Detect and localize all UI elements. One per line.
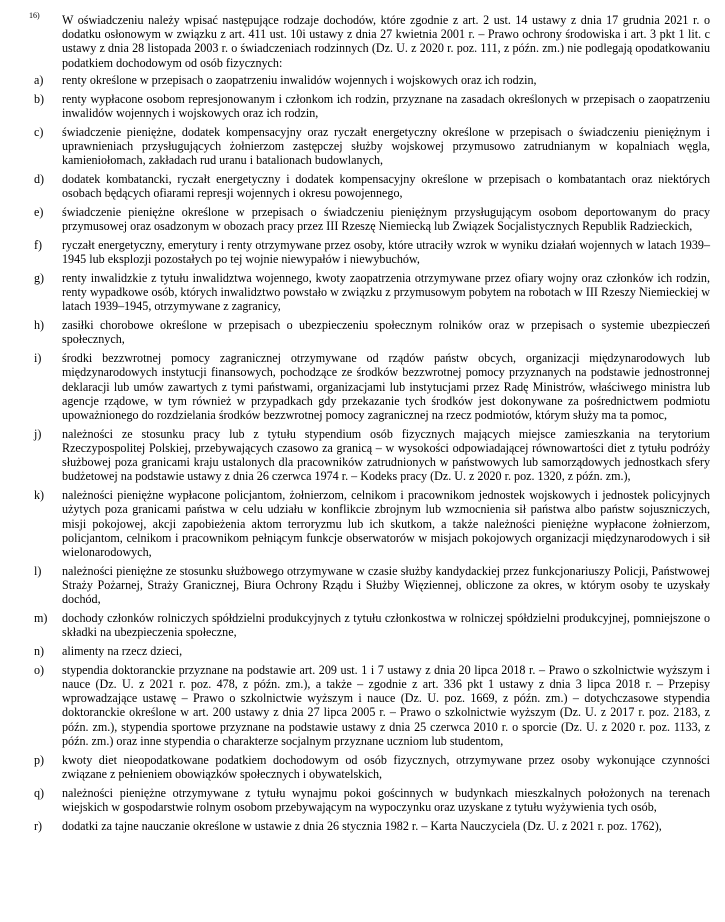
list-item-text: ryczałt energetyczny, emerytury i renty otrzymywane przez osoby, które utraciły wzrok w wyniku działań wojennych w latach 1939–1945 lub eksplozji pozostałych po tej wojnie niewypałów i niewybuchów, (62, 238, 710, 267)
list-item-text: środki bezzwrotnej pomocy zagranicznej otrzymywane od rządów państw obcych, organizacji międzynarodowych lub międzynarodowych instytucji finansowych, pochodzące ze środków bezzwrotnej pomocy przyznanych na podstawie jednostronnej deklaracji lub umów zawartych z tymi państwami, organizacjami lub instytucjami przez Radę Ministrów, właściwego ministra lub agencje rządowe, w tym również w przypadkach gdy przekazanie tych środków jest dokonywane za pośrednictwem podmiotu upoważnionego do rozdzielania środków bezzwrotnej pomocy zagranicznej na rzecz podmiotów, którym służy ma ta pomoc, (62, 351, 710, 423)
list-item-text: renty inwalidzkie z tytułu inwalidztwa wojennego, kwoty zaopatrzenia otrzymywane przez ofiary wojny oraz członków ich rodzin, renty wypadkowe osób, których inwalidztwo powstało w związku z przymusowym pobytem na robotach w III Rzeszy Niemieckiej w latach 1939–1945, otrzymywane z zagranicy, (62, 271, 710, 314)
list-item (0, 786, 725, 814)
footnote-marker: 16) (29, 11, 40, 20)
list-item-letter: l) (34, 563, 42, 578)
list-item-text: renty wypłacone osobom represjonowanym i członkom ich rodzin, przyznane na zasadach określonych w przepisach o zaopatrzeniu inwalidów wojennych i wojskowych oraz ich rodzin, (62, 91, 710, 120)
list-item (0, 819, 725, 833)
list-item-letter: r) (34, 818, 43, 833)
list-item-text: należności pieniężne ze stosunku służbowego otrzymywane w czasie służby kandydackiej przez funkcjonariuszy Policji, Państwowej Straży Pożarnej, Straży Granicznej, Biura Ochrony Rządu i Służby Więziennej, obliczone za okres, w którym osoby te uzyskały dochód, (62, 563, 710, 607)
list-item-text: kwoty diet nieopodatkowane podatkiem dochodowym od osób fizycznych, otrzymywane przez osoby wykonujące czynności związane z pełnieniem obowiązków społecznych i obywatelskich, (62, 752, 710, 781)
list-item (0, 753, 725, 781)
list-item (0, 125, 725, 168)
list-item-text: zasiłki chorobowe określone w przepisach o ubezpieczeniu społecznym rolników oraz w przepisach o systemie ubezpieczeń społecznych, (62, 318, 710, 347)
list-item-letter: o) (34, 662, 45, 677)
list-item (0, 611, 725, 639)
list-item-text: stypendia doktoranckie przyznane na podstawie art. 209 ust. 1 i 7 ustawy z dnia 20 lipca 2018 r. – Prawo o szkolnictwie wyższym i nauce (Dz. U. z 2021 r. poz. 478, z późn. zm.), a także – zgodnie z art. 336 pkt 1 ustawy z dnia 3 lipca 2018 r. – Przepisy wprowadzające ustawę – Prawo o szkolnictwie wyższym i nauce (Dz. U. poz. 1669, z późn. zm.) – dotychczasowe stypendia doktoranckie określone w art. 200 ustawy z dnia 27 lipca 2005 r. – Prawo o szkolnictwie wyższym (Dz. U. z 2017 r. poz. 2183, z późn. zm.), stypendia sportowe przyznane na podstawie ustawy z dnia 25 czerwca 2010 r. o sporcie (Dz. U. z 2020 r. poz. 1133, z późn. zm.) oraz inne stypendia o charakterze socjalnym przyznane uczniom lub studentom, (62, 662, 710, 748)
list-item (0, 73, 725, 87)
list-item (0, 238, 725, 266)
list-item (0, 318, 725, 346)
list-item-letter: a) (34, 73, 44, 87)
list-item-letter: f) (34, 238, 43, 252)
list-item (0, 488, 725, 559)
list-item-text: dodatki za tajne nauczanie określone w ustawie z dnia 26 stycznia 1982 r. – Karta Nauczyciela (Dz. U. z 2021 r. poz. 1762), (62, 818, 662, 833)
list-item-letter: c) (34, 124, 44, 139)
list-item (0, 205, 725, 233)
list-item-letter: b) (34, 91, 45, 106)
list-item-letter: i) (34, 351, 42, 366)
list-item-letter: d) (34, 172, 45, 186)
list-item-text: renty określone w przepisach o zaopatrzeniu inwalidów wojennych i wojskowych oraz ich rodzin, (62, 73, 537, 87)
list-item (0, 172, 725, 200)
list-item-letter: k) (34, 488, 45, 503)
income-list (0, 73, 725, 837)
list-item-letter: p) (34, 752, 45, 767)
list-item-text: świadczenie pieniężne określone w przepisach o świadczeniu pieniężnym przysługującym osobom deportowanym do pracy przymusowej oraz osadzonym w obozach pracy przez III Rzeszę Niemiecką lub Związek Socjalistycznych Republik Radzieckich, (62, 205, 710, 234)
list-item (0, 644, 725, 658)
list-item (0, 92, 725, 120)
list-item-text: alimenty na rzecz dzieci, (62, 644, 183, 659)
list-item-text: dochody członków rolniczych spółdzielni produkcyjnych z tytułu członkostwa w rolniczej spółdzielni produkcyjnej, pomniejszone o składki na ubezpieczenia społeczne, (62, 611, 710, 640)
list-item-letter: g) (34, 271, 45, 285)
list-item (0, 564, 725, 607)
list-item-text: dodatek kombatancki, ryczałt energetyczny i dodatek kompensacyjny określone w przepisach o kombatantach oraz niektórych osobach będących ofiarami represji wojennych i okresu powojennego, (62, 172, 710, 201)
list-item-text: należności pieniężne wypłacone policjantom, żołnierzom, celnikom i pracownikom jednostek wojskowych i jednostek policyjnych użytych poza granicami państwa w celu udziału w konflikcie zbrojnym lub wzmocnienia sił państwa albo państw sojuszniczych, misji pokojowej, akcji zapobieżenia aktom terroryzmu lub ich skutkom, a także należności pieniężne wypłacone żołnierzom, policjantom, celnikom i pracownikom pełniącym funkcje obserwatorów w misjach pokojowych organizacji międzynarodowych i sił wielonarodowych, (62, 488, 710, 560)
intro-paragraph: W oświadczeniu należy wpisać następujące rodzaje dochodów, które zgodnie z art. 2 ust. 14 ustawy z dnia 17 grudnia 2021 r. o dodatku osłonowym w związku z art. 411 ust. 10i ustawy z dnia 27 kwietnia 2001 r. – Prawo ochrony środowiska i art. 3 pkt 1 lit. c ustawy z dnia 28 listopada 2003 r. o świadczeniach rodzinnych (Dz. U. z 2020 r. poz. 111, z późn. zm.) nie podlegają opodatkowaniu podatkiem dochodowym od osób fizycznych: (62, 13, 710, 70)
list-item-letter: m) (34, 611, 48, 626)
list-item (0, 663, 725, 748)
list-item-text: świadczenie pieniężne, dodatek kompensacyjny oraz ryczałt energetyczny określone w przepisach o świadczeniu pieniężnym i uprawnieniach przysługujących żołnierzom zastępczej służby wojskowej przymusowo zatrudnianym w kopalniach węgla, kamieniołomach, zakładach rud uranu i batalionach budowlanych, (62, 124, 710, 168)
list-item-letter: e) (34, 205, 44, 219)
list-item-text: należności pieniężne otrzymywane z tytułu wynajmu pokoi gościnnych w budynkach mieszkalnych położonych na terenach wiejskich w gospodarstwie rolnym osobom przebywającym na wypoczynku oraz uzyskane z tytułu wyżywienia tych osób, (62, 785, 710, 814)
list-item-letter: h) (34, 318, 45, 333)
list-item (0, 351, 725, 422)
list-item (0, 271, 725, 314)
list-item-letter: q) (34, 785, 45, 800)
list-item-letter: n) (34, 644, 45, 659)
list-item-text: należności ze stosunku pracy lub z tytułu stypendium osób fizycznych mających miejsce zamieszkania na terytorium Rzeczypospolitej Polskiej, przebywających czasowo za granicą – w wysokości odpowiadającej równowartości diet z tytułu podróży służbowej poza granicami kraju ustalonych dla pracowników zatrudnionych w państwowych lub samorządowych jednostkach sfery budżetowej na podstawie ustawy z dnia 26 czerwca 1974 r. – Kodeks pracy (Dz. U. z 2020 r. poz. 1320, z późn. zm.), (62, 426, 710, 484)
list-item (0, 427, 725, 484)
list-item-letter: j) (34, 426, 42, 441)
